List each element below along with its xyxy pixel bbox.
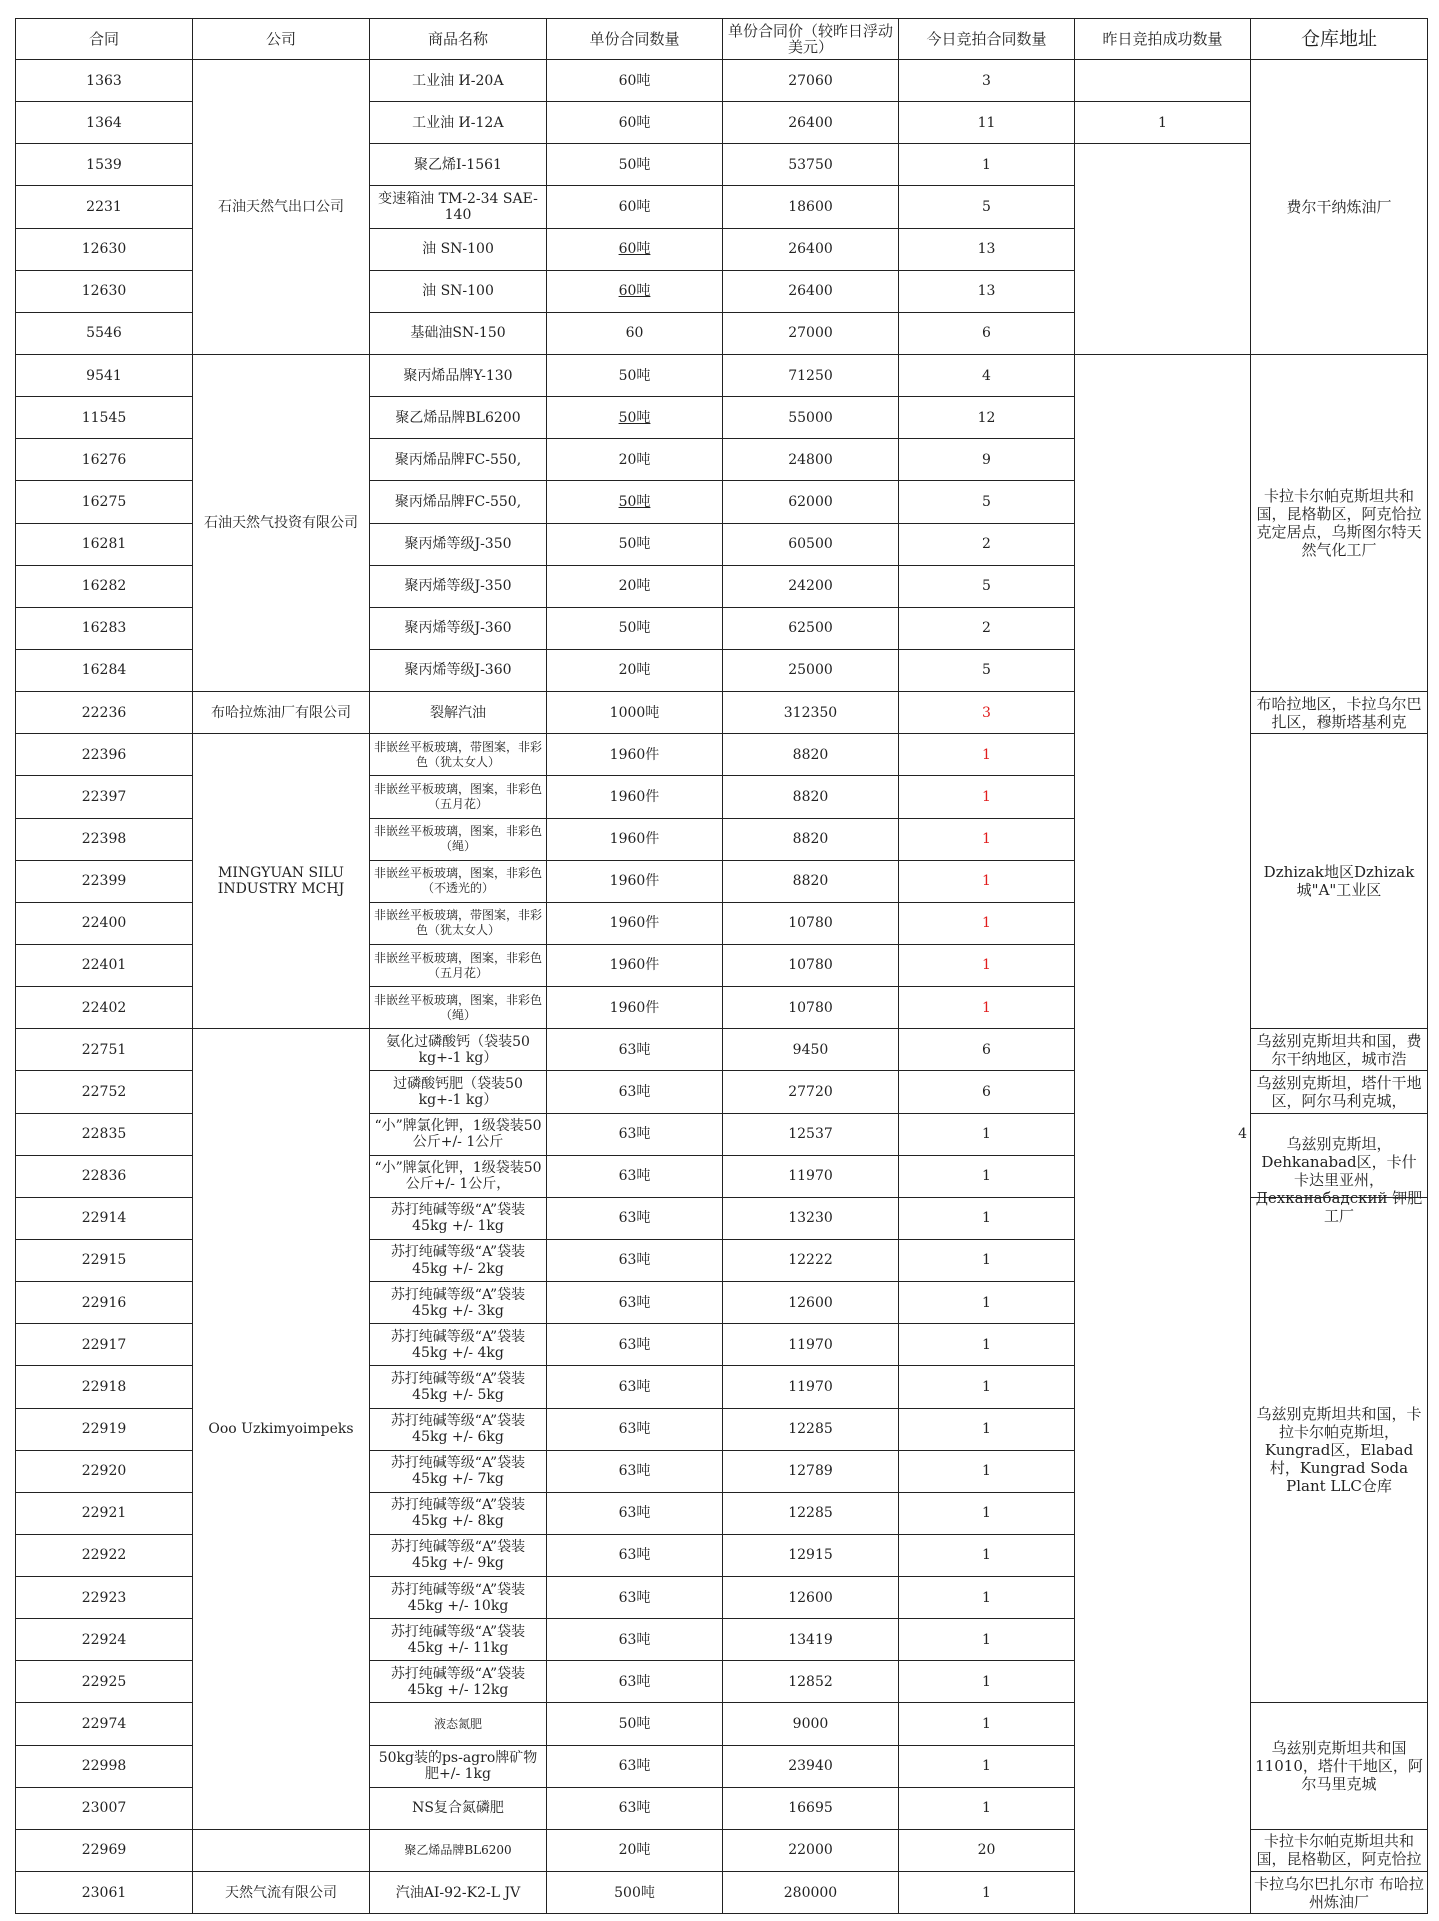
- quantity-cell: 60: [547, 312, 723, 354]
- today-count-cell: 1: [899, 1113, 1075, 1155]
- price-cell: 23940: [723, 1745, 899, 1787]
- product-cell: 聚乙烯I-1561: [370, 144, 547, 186]
- product-cell: 聚丙烯品牌FC-550,: [370, 481, 547, 523]
- today-count-cell: 1: [899, 860, 1075, 902]
- today-count-cell: 20: [899, 1829, 1075, 1871]
- contract-cell: 22917: [16, 1324, 193, 1366]
- price-cell: 12285: [723, 1492, 899, 1534]
- today-count-cell: 5: [899, 565, 1075, 607]
- price-cell: 9450: [723, 1029, 899, 1071]
- auction-table: [15, 18, 1428, 1914]
- today-count-cell: 1: [899, 944, 1075, 986]
- contract-cell: 22400: [16, 902, 193, 944]
- quantity-cell: 60吨: [547, 186, 723, 228]
- today-count-cell: 1: [899, 1450, 1075, 1492]
- today-count-cell: 1: [899, 1661, 1075, 1703]
- price-cell: 12600: [723, 1577, 899, 1619]
- warehouse-address: 乌兹别克斯坦共和国，费尔干纳地区，城市浩: [1256, 1031, 1422, 1068]
- contract-cell: 16281: [16, 523, 193, 565]
- quantity-cell: 63吨: [547, 1787, 723, 1829]
- warehouse-address: 费尔干纳炼油厂: [1286, 197, 1392, 216]
- today-count-cell: 1: [899, 1577, 1075, 1619]
- product-cell: 苏打纯碱等级“A”袋装 45kg +/- 3kg: [370, 1282, 547, 1324]
- company-cell: Ooo Uzkimyoimpeks: [193, 1029, 370, 1830]
- quantity-cell: 60吨: [547, 228, 723, 270]
- product-cell: 汽油AI-92-K2-L JV: [370, 1872, 547, 1914]
- price-cell: 9000: [723, 1703, 899, 1745]
- warehouse-cell: [1251, 354, 1428, 691]
- quantity-cell: 63吨: [547, 1408, 723, 1450]
- product-cell: 氨化过磷酸钙（袋装50 kg+-1 kg）: [370, 1029, 547, 1071]
- header-contract: 合同: [16, 19, 193, 60]
- yesterday-count-cell: [1075, 144, 1251, 355]
- product-cell: 油 SN-100: [370, 270, 547, 312]
- warehouse-cell: [1251, 1029, 1428, 1071]
- quantity-cell: 1960件: [547, 776, 723, 818]
- quantity-cell: 500吨: [547, 1872, 723, 1914]
- contract-cell: 23007: [16, 1787, 193, 1829]
- quantity-cell: 1960件: [547, 902, 723, 944]
- warehouse-address: 乌兹别克斯坦共和国11010，塔什干地区，阿尔马里克城: [1255, 1739, 1423, 1794]
- quantity-cell: 63吨: [547, 1324, 723, 1366]
- company-cell: 天然气流有限公司: [193, 1872, 370, 1914]
- contract-cell: 22751: [16, 1029, 193, 1071]
- price-cell: 53750: [723, 144, 899, 186]
- quantity-cell: 1960件: [547, 818, 723, 860]
- today-count-cell: 1: [899, 1155, 1075, 1197]
- quantity-cell: 20吨: [547, 649, 723, 691]
- quantity-cell: 63吨: [547, 1155, 723, 1197]
- product-cell: 变速箱油 TM-2-34 SAE-140: [370, 186, 547, 228]
- contract-cell: 22401: [16, 944, 193, 986]
- quantity-cell: 1960件: [547, 734, 723, 776]
- price-cell: 8820: [723, 860, 899, 902]
- product-cell: 裂解汽油: [370, 692, 547, 734]
- contract-cell: 22919: [16, 1408, 193, 1450]
- contract-cell: 22918: [16, 1366, 193, 1408]
- warehouse-address: 乌兹别克斯坦，塔什干地区，阿尔马利克城，: [1256, 1073, 1422, 1110]
- quantity-cell: 63吨: [547, 1197, 723, 1239]
- product-cell: 工业油 И-20А: [370, 60, 547, 102]
- quantity-cell: 60吨: [547, 102, 723, 144]
- company-cell: 石油天然气出口公司: [193, 60, 370, 355]
- today-count-cell: 5: [899, 649, 1075, 691]
- contract-cell: 22397: [16, 776, 193, 818]
- header-price: 单份合同价（较昨日浮动美元）: [723, 19, 899, 60]
- price-cell: 8820: [723, 818, 899, 860]
- company-cell: 石油天然气投资有限公司: [193, 354, 370, 691]
- quantity-cell: 63吨: [547, 1492, 723, 1534]
- product-cell: 非嵌丝平板玻璃，图案，非彩色（不透光的）: [370, 860, 547, 902]
- price-cell: 16695: [723, 1787, 899, 1829]
- warehouse-cell: [1251, 1071, 1428, 1113]
- contract-cell: 11545: [16, 397, 193, 439]
- header-warehouse: 仓库地址: [1251, 19, 1428, 60]
- contract-cell: 22974: [16, 1703, 193, 1745]
- product-cell: 苏打纯碱等级“A”袋装 45kg +/- 5kg: [370, 1366, 547, 1408]
- quantity-cell: 63吨: [547, 1661, 723, 1703]
- price-cell: 13419: [723, 1619, 899, 1661]
- today-count-cell: 1: [899, 776, 1075, 818]
- price-cell: 8820: [723, 734, 899, 776]
- product-cell: “小”牌氯化钾，1级袋装50公斤+/- 1公斤: [370, 1113, 547, 1155]
- warehouse-cell: [1251, 60, 1428, 355]
- product-cell: 聚丙烯品牌Y-130: [370, 354, 547, 396]
- contract-cell: 16282: [16, 565, 193, 607]
- header-today-count: 今日竞拍合同数量: [899, 19, 1075, 60]
- product-cell: 聚丙烯等级J-350: [370, 565, 547, 607]
- today-count-cell: 1: [899, 734, 1075, 776]
- price-cell: 11970: [723, 1366, 899, 1408]
- contract-cell: 22923: [16, 1577, 193, 1619]
- warehouse-address: 乌兹别克斯坦，Dehkanabad区，卡什卡达里亚州，Дехканабадский 钾肥工厂: [1255, 1135, 1423, 1226]
- product-cell: 苏打纯碱等级“A”袋装 45kg +/- 8kg: [370, 1492, 547, 1534]
- today-count-cell: 4: [899, 354, 1075, 396]
- company-cell: [193, 1829, 370, 1871]
- today-count-cell: 1: [899, 1197, 1075, 1239]
- contract-cell: 22752: [16, 1071, 193, 1113]
- contract-cell: 22399: [16, 860, 193, 902]
- price-cell: 8820: [723, 776, 899, 818]
- quantity-cell: 1960件: [547, 987, 723, 1029]
- yesterday-count-cell: 4: [1075, 354, 1251, 1913]
- quantity-cell: 63吨: [547, 1534, 723, 1576]
- warehouse-address: 卡拉乌尔巴扎尔市 布哈拉州炼油厂: [1254, 1874, 1424, 1911]
- contract-cell: 22914: [16, 1197, 193, 1239]
- product-cell: 苏打纯碱等级“A”袋装 45kg +/- 6kg: [370, 1408, 547, 1450]
- quantity-cell: 50吨: [547, 1703, 723, 1745]
- price-cell: 11970: [723, 1155, 899, 1197]
- warehouse-cell: [1251, 1703, 1428, 1829]
- price-cell: 22000: [723, 1829, 899, 1871]
- contract-cell: 22924: [16, 1619, 193, 1661]
- product-cell: 50kg装的ps-agro牌矿物肥+/- 1kg: [370, 1745, 547, 1787]
- product-cell: 非嵌丝平板玻璃，带图案，非彩色（犹太女人）: [370, 902, 547, 944]
- warehouse-address: Dzhizak地区Dzhizak城"A"工业区: [1263, 863, 1415, 900]
- contract-cell: 22402: [16, 987, 193, 1029]
- quantity-cell: 1960件: [547, 944, 723, 986]
- today-count-cell: 13: [899, 228, 1075, 270]
- contract-cell: 2231: [16, 186, 193, 228]
- today-count-cell: 2: [899, 607, 1075, 649]
- price-cell: 55000: [723, 397, 899, 439]
- today-count-cell: 1: [899, 1787, 1075, 1829]
- product-cell: 工业油 И-12А: [370, 102, 547, 144]
- price-cell: 24200: [723, 565, 899, 607]
- contract-cell: 22398: [16, 818, 193, 860]
- today-count-cell: 1: [899, 987, 1075, 1029]
- today-count-cell: 5: [899, 186, 1075, 228]
- contract-cell: 9541: [16, 354, 193, 396]
- price-cell: 27000: [723, 312, 899, 354]
- product-cell: 聚丙烯等级J-360: [370, 607, 547, 649]
- price-cell: 12789: [723, 1450, 899, 1492]
- today-count-cell: 12: [899, 397, 1075, 439]
- product-cell: 聚丙烯等级J-360: [370, 649, 547, 691]
- price-cell: 26400: [723, 102, 899, 144]
- today-count-cell: 13: [899, 270, 1075, 312]
- product-cell: 苏打纯碱等级“A”袋装 45kg +/- 4kg: [370, 1324, 547, 1366]
- contract-cell: 22921: [16, 1492, 193, 1534]
- product-cell: 非嵌丝平板玻璃，图案，非彩色（五月花）: [370, 944, 547, 986]
- price-cell: 12852: [723, 1661, 899, 1703]
- warehouse-cell: [1251, 734, 1428, 1029]
- product-cell: 非嵌丝平板玻璃，图案，非彩色（绳）: [370, 987, 547, 1029]
- today-count-cell: 1: [899, 818, 1075, 860]
- quantity-cell: 63吨: [547, 1745, 723, 1787]
- contract-cell: 22969: [16, 1829, 193, 1871]
- contract-cell: 1363: [16, 60, 193, 102]
- table-row: [16, 60, 1428, 102]
- price-cell: 12285: [723, 1408, 899, 1450]
- contract-cell: 16276: [16, 439, 193, 481]
- product-cell: “小”牌氯化钾，1级袋装50公斤+/- 1公斤，: [370, 1155, 547, 1197]
- price-cell: 10780: [723, 987, 899, 1029]
- contract-cell: 22835: [16, 1113, 193, 1155]
- price-cell: 12222: [723, 1239, 899, 1281]
- product-cell: 苏打纯碱等级“A”袋装 45kg +/- 10kg: [370, 1577, 547, 1619]
- product-cell: NS复合氮磷肥: [370, 1787, 547, 1829]
- quantity-cell: 63吨: [547, 1366, 723, 1408]
- quantity-cell: 1000吨: [547, 692, 723, 734]
- today-count-cell: 2: [899, 523, 1075, 565]
- contract-cell: 12630: [16, 270, 193, 312]
- today-count-cell: 6: [899, 1071, 1075, 1113]
- product-cell: 苏打纯碱等级“A”袋装 45kg +/- 7kg: [370, 1450, 547, 1492]
- product-cell: 非嵌丝平板玻璃，图案，非彩色（绳）: [370, 818, 547, 860]
- header-product: 商品名称: [370, 19, 547, 60]
- contract-cell: 22998: [16, 1745, 193, 1787]
- quantity-cell: 50吨: [547, 523, 723, 565]
- product-cell: 液态氮肥: [370, 1703, 547, 1745]
- quantity-cell: 63吨: [547, 1029, 723, 1071]
- product-cell: 苏打纯碱等级“A”袋装 45kg +/- 11kg: [370, 1619, 547, 1661]
- header-row: [16, 19, 1428, 60]
- contract-cell: 22920: [16, 1450, 193, 1492]
- product-cell: 油 SN-100: [370, 228, 547, 270]
- price-cell: 12915: [723, 1534, 899, 1576]
- quantity-cell: 20吨: [547, 439, 723, 481]
- today-count-cell: 3: [899, 60, 1075, 102]
- price-cell: 12537: [723, 1113, 899, 1155]
- yesterday-count-cell: 1: [1075, 102, 1251, 144]
- quantity-cell: 50吨: [547, 397, 723, 439]
- quantity-cell: 63吨: [547, 1450, 723, 1492]
- price-cell: 24800: [723, 439, 899, 481]
- price-cell: 27720: [723, 1071, 899, 1113]
- product-cell: 聚乙烯品牌BL6200: [370, 1829, 547, 1871]
- price-cell: 11970: [723, 1324, 899, 1366]
- product-cell: 苏打纯碱等级“A”袋装 45kg +/- 12kg: [370, 1661, 547, 1703]
- today-count-cell: 1: [899, 1703, 1075, 1745]
- price-cell: 60500: [723, 523, 899, 565]
- today-count-cell: 1: [899, 1239, 1075, 1281]
- contract-cell: 12630: [16, 228, 193, 270]
- today-count-cell: 9: [899, 439, 1075, 481]
- contract-cell: 5546: [16, 312, 193, 354]
- price-cell: 62000: [723, 481, 899, 523]
- quantity-cell: 63吨: [547, 1239, 723, 1281]
- yesterday-count-cell: [1075, 60, 1251, 102]
- quantity-cell: 63吨: [547, 1577, 723, 1619]
- warehouse-address: 布哈拉地区，卡拉乌尔巴扎区，穆斯塔基利克: [1256, 694, 1422, 731]
- product-cell: 非嵌丝平板玻璃，带图案，非彩色（犹太女人）: [370, 734, 547, 776]
- quantity-cell: 20吨: [547, 565, 723, 607]
- company-cell: MINGYUAN SILU INDUSTRY MCHJ: [193, 734, 370, 1029]
- price-cell: 27060: [723, 60, 899, 102]
- warehouse-address: 卡拉卡尔帕克斯坦共和国，昆格勒区，阿克恰拉: [1256, 1832, 1422, 1869]
- quantity-cell: 50吨: [547, 607, 723, 649]
- contract-cell: 22925: [16, 1661, 193, 1703]
- today-count-cell: 3: [899, 692, 1075, 734]
- contract-cell: 16275: [16, 481, 193, 523]
- price-cell: 312350: [723, 692, 899, 734]
- price-cell: 10780: [723, 944, 899, 986]
- quantity-cell: 63吨: [547, 1113, 723, 1155]
- product-cell: 苏打纯碱等级“A”袋装 45kg +/- 1kg: [370, 1197, 547, 1239]
- warehouse-address: 乌兹别克斯坦共和国，卡拉卡尔帕克斯坦，Kungrad区，Elabad村，Kungrad Soda Plant LLC仓库: [1256, 1405, 1422, 1496]
- warehouse-cell: [1251, 1829, 1428, 1871]
- quantity-cell: 63吨: [547, 1619, 723, 1661]
- contract-cell: 22915: [16, 1239, 193, 1281]
- today-count-cell: 6: [899, 312, 1075, 354]
- product-cell: 聚乙烯品牌BL6200: [370, 397, 547, 439]
- price-cell: 26400: [723, 270, 899, 312]
- price-cell: 13230: [723, 1197, 899, 1239]
- today-count-cell: 1: [899, 1324, 1075, 1366]
- contract-cell: 22916: [16, 1282, 193, 1324]
- today-count-cell: 1: [899, 1492, 1075, 1534]
- table-row: [16, 354, 1428, 396]
- quantity-cell: 50吨: [547, 481, 723, 523]
- warehouse-cell: [1251, 1197, 1428, 1703]
- price-cell: 18600: [723, 186, 899, 228]
- today-count-cell: 1: [899, 1745, 1075, 1787]
- product-cell: 过磷酸钙肥（袋装50 kg+-1 kg）: [370, 1071, 547, 1113]
- price-cell: 71250: [723, 354, 899, 396]
- quantity-cell: 20吨: [547, 1829, 723, 1871]
- today-count-cell: 1: [899, 144, 1075, 186]
- quantity-cell: 1960件: [547, 860, 723, 902]
- quantity-cell: 50吨: [547, 144, 723, 186]
- today-count-cell: 1: [899, 1619, 1075, 1661]
- today-count-cell: 11: [899, 102, 1075, 144]
- product-cell: 苏打纯碱等级“A”袋装 45kg +/- 9kg: [370, 1534, 547, 1576]
- header-quantity: 单份合同数量: [547, 19, 723, 60]
- quantity-cell: 50吨: [547, 354, 723, 396]
- contract-cell: 22836: [16, 1155, 193, 1197]
- header-yesterday-count: 昨日竞拍成功数量: [1075, 19, 1251, 60]
- contract-cell: 22236: [16, 692, 193, 734]
- quantity-cell: 60吨: [547, 270, 723, 312]
- price-cell: 62500: [723, 607, 899, 649]
- price-cell: 26400: [723, 228, 899, 270]
- contract-cell: 16284: [16, 649, 193, 691]
- quantity-cell: 60吨: [547, 60, 723, 102]
- product-cell: 聚丙烯等级J-350: [370, 523, 547, 565]
- product-cell: 聚丙烯品牌FC-550,: [370, 439, 547, 481]
- contract-cell: 22922: [16, 1534, 193, 1576]
- header-company: 公司: [193, 19, 370, 60]
- contract-cell: 1364: [16, 102, 193, 144]
- contract-cell: 1539: [16, 144, 193, 186]
- product-cell: 苏打纯碱等级“A”袋装 45kg +/- 2kg: [370, 1239, 547, 1281]
- contract-cell: 23061: [16, 1872, 193, 1914]
- price-cell: 280000: [723, 1872, 899, 1914]
- today-count-cell: 1: [899, 902, 1075, 944]
- today-count-cell: 6: [899, 1029, 1075, 1071]
- today-count-cell: 1: [899, 1408, 1075, 1450]
- product-cell: 非嵌丝平板玻璃，图案，非彩色（五月花）: [370, 776, 547, 818]
- today-count-cell: 1: [899, 1872, 1075, 1914]
- price-cell: 10780: [723, 902, 899, 944]
- price-cell: 12600: [723, 1282, 899, 1324]
- quantity-cell: 63吨: [547, 1071, 723, 1113]
- warehouse-address: 卡拉卡尔帕克斯坦共和国，昆格勒区，阿克恰拉克定居点，乌斯图尔特天然气化工厂: [1256, 487, 1422, 560]
- warehouse-cell: [1251, 692, 1428, 734]
- today-count-cell: 1: [899, 1366, 1075, 1408]
- warehouse-cell: [1251, 1113, 1428, 1226]
- contract-cell: 22396: [16, 734, 193, 776]
- price-cell: 25000: [723, 649, 899, 691]
- product-cell: 基础油SN-150: [370, 312, 547, 354]
- today-count-cell: 5: [899, 481, 1075, 523]
- today-count-cell: 1: [899, 1534, 1075, 1576]
- company-cell: 布哈拉炼油厂有限公司: [193, 692, 370, 734]
- quantity-cell: 63吨: [547, 1282, 723, 1324]
- contract-cell: 16283: [16, 607, 193, 649]
- today-count-cell: 1: [899, 1282, 1075, 1324]
- warehouse-cell: [1251, 1872, 1428, 1914]
